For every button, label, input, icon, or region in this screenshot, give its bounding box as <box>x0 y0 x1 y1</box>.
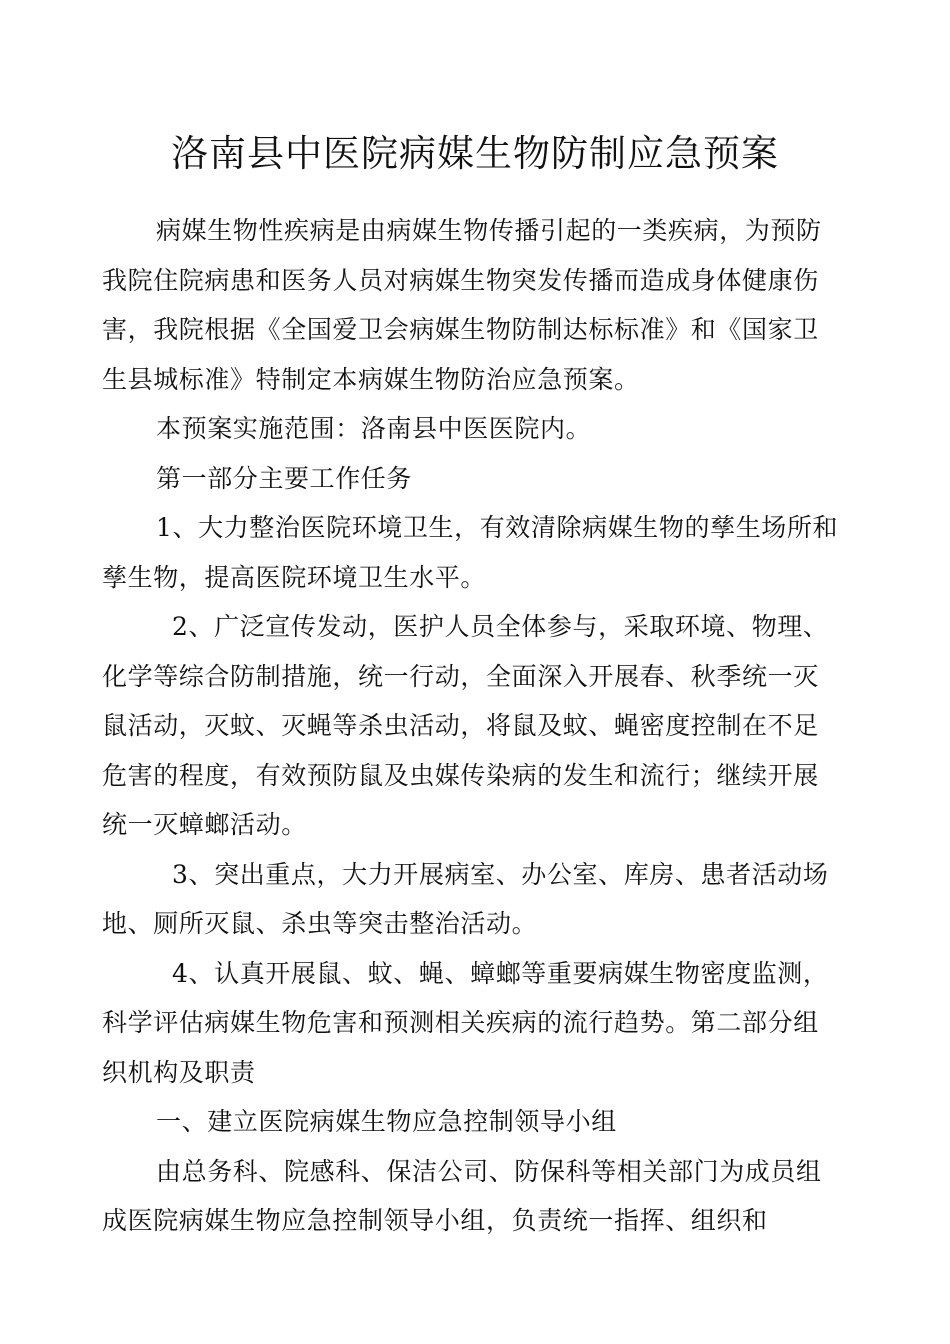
section-heading-leadership-group: 一、建立医院病媒生物应急控制领导小组 <box>156 1107 617 1136</box>
task-item-2: 2、广泛宣传发动，医护人员全体参与，采取环境、物理、化学等综合防制措施，统一行动，全面深入开展春、秋季统一灭鼠活动，灭蚊、灭蝇等杀虫活动，将鼠及蚊、蝇密度控制在不足危害的程度，有效预防鼠及虫媒传染病的发生和流行；继续开展统一灭蟑螂活动。 <box>102 612 829 839</box>
section-heading-part-one: 第一部分主要工作任务 <box>156 463 413 493</box>
paragraph-scope: 本预案实施范围：洛南县中医医院内。 <box>156 414 592 443</box>
task-item-1: 1、大力整治医院环境卫生，有效清除病媒生物的孳生场所和孳生物，提高医院环境卫生水平。 <box>102 513 839 592</box>
task-item-3: 3、突出重点，大力开展病室、办公室、库房、患者活动场地、厕所灭鼠、杀虫等突击整治活动。 <box>102 859 829 938</box>
document-body <box>102 206 844 1246</box>
task-item-4: 4、认真开展鼠、蚊、蝇、蟑螂等重要病媒生物密度监测，科学评估病媒生物危害和预测相关疾病的流行趋势。第二部分组织机构及职责 <box>102 958 829 1087</box>
document-title: 洛南县中医院病媒生物防制应急预案 <box>171 132 779 175</box>
paragraph-leadership-group: 由总务科、院感科、保洁公司、防保科等相关部门为成员组成医院病媒生物应急控制领导小组，负责统一指挥、组织和 <box>102 1156 822 1235</box>
paragraph-intro: 病媒生物性疾病是由病媒生物传播引起的一类疾病，为预防我院住院病患和医务人员对病媒生物突发传播而造成身体健康伤害，我院根据《全国爱卫会病媒生物防制达标标准》和《国家卫生县城标准》特制定本病媒生物防治应急预案。 <box>102 216 822 394</box>
